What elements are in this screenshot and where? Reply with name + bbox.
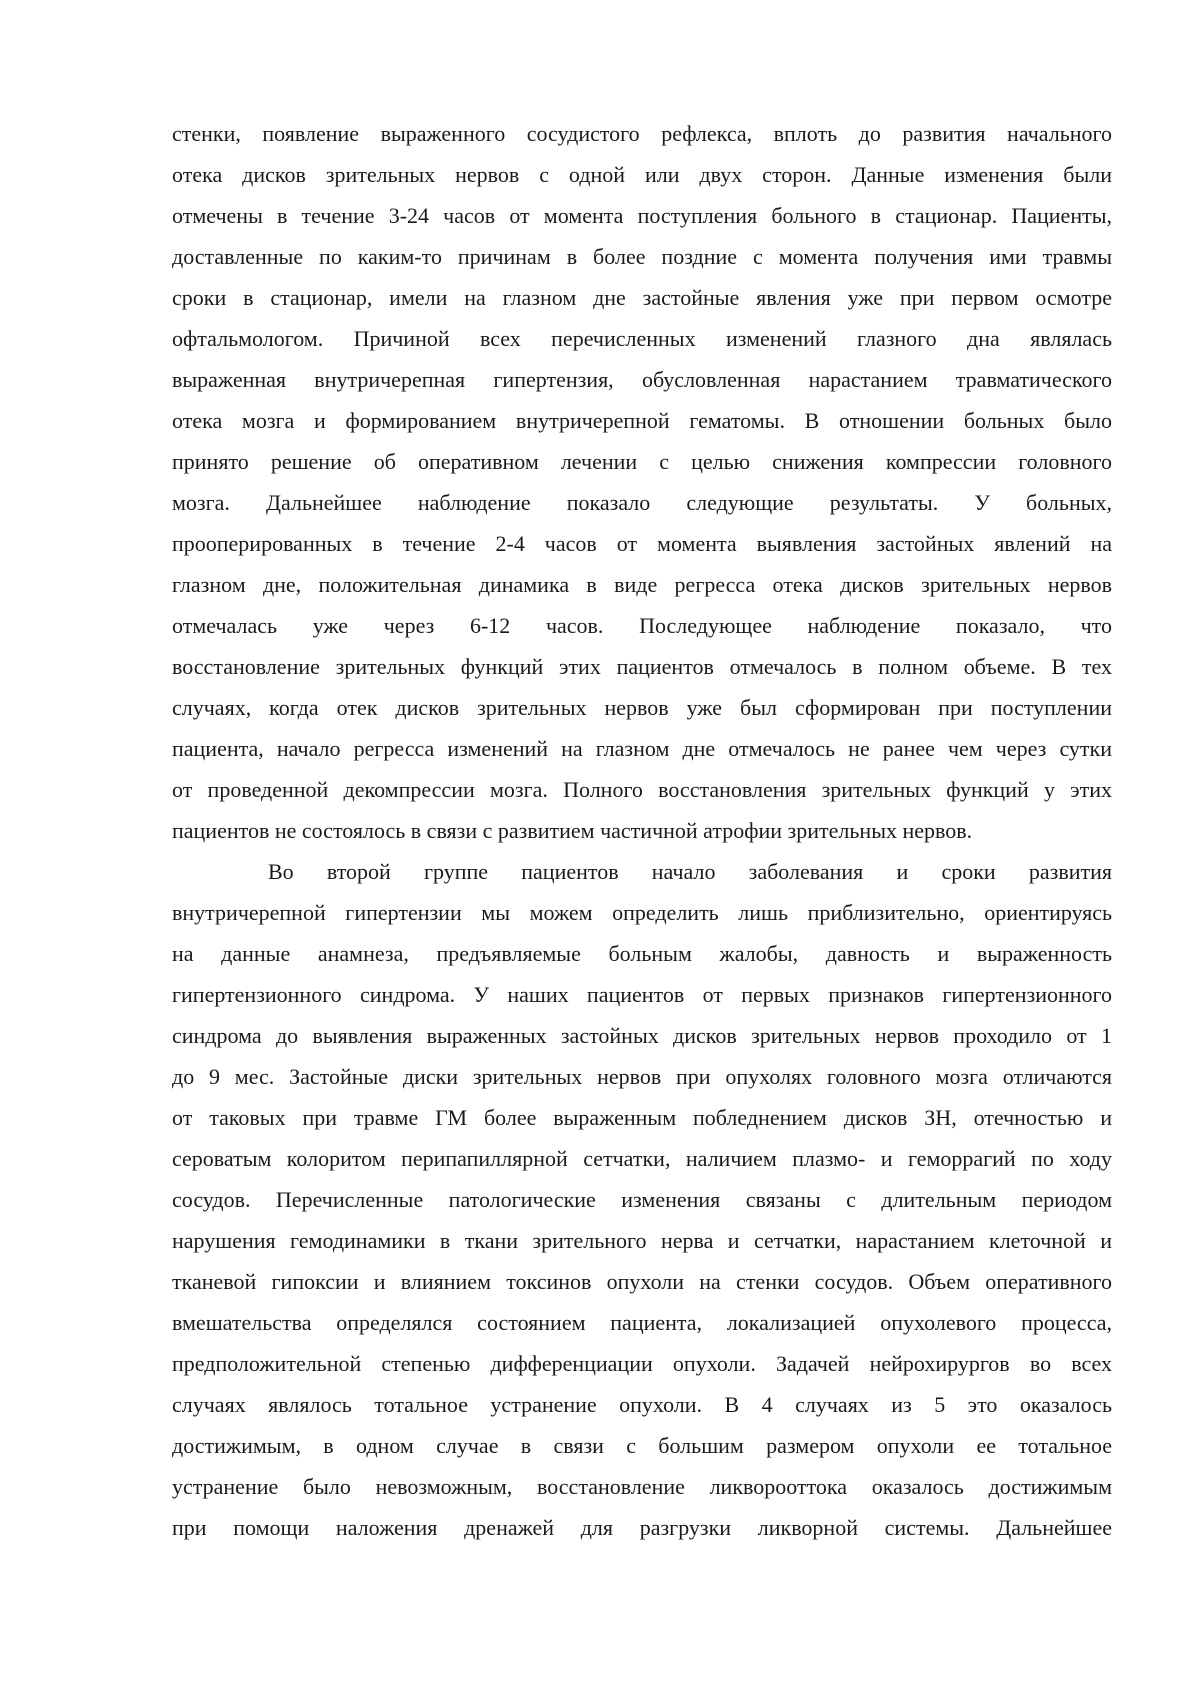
text-line: тканевой гипоксии и влиянием токсинов опухоли на стенки сосудов. Объем оперативного bbox=[172, 1269, 1112, 1294]
text-line: мозга. Дальнейшее наблюдение показало следующие результаты. У больных, bbox=[172, 490, 1112, 515]
text-line: восстановление зрительных функций этих пациентов отмечалось в полном объеме. В тех bbox=[172, 654, 1112, 679]
text-line: глазном дне, положительная динамика в виде регресса отека дисков зрительных нервов bbox=[172, 572, 1112, 597]
paragraph-start-line: Во второй группе пациентов начало заболевания и сроки развития bbox=[268, 859, 1112, 884]
text-line: внутричерепной гипертензии мы можем определить лишь приблизительно, ориентируясь bbox=[172, 900, 1112, 925]
text-line: прооперированных в течение 2-4 часов от момента выявления застойных явлений на bbox=[172, 531, 1112, 556]
text-line: отека дисков зрительных нервов с одной или двух сторон. Данные изменения были bbox=[172, 162, 1112, 187]
text-line: синдрома до выявления выраженных застойных дисков зрительных нервов проходило от 1 bbox=[172, 1023, 1112, 1048]
text-line: офтальмологом. Причиной всех перечисленных изменений глазного дна являлась bbox=[172, 326, 1112, 351]
paragraph-end-line: пациентов не состоялось в связи с развитием частичной атрофии зрительных нервов. bbox=[172, 818, 973, 843]
text-line: случаях, когда отек дисков зрительных нервов уже был сформирован при поступлении bbox=[172, 695, 1112, 720]
text-line: сроки в стационар, имели на глазном дне застойные явления уже при первом осмотре bbox=[172, 285, 1112, 310]
text-line: устранение было невозможным, восстановление ликворооттока оказалось достижимым bbox=[172, 1474, 1112, 1499]
text-line: принято решение об оперативном лечении с целью снижения компрессии головного bbox=[172, 449, 1112, 474]
text-line: достижимым, в одном случае в связи с большим размером опухоли ее тотальное bbox=[172, 1433, 1112, 1458]
text-line: доставленные по каким-то причинам в более поздние с момента получения ими травмы bbox=[172, 244, 1112, 269]
body-text bbox=[172, 113, 1112, 1548]
text-line: стенки, появление выраженного сосудистого рефлекса, вплоть до развития начального bbox=[172, 121, 1112, 146]
text-line: предположительной степенью дифференциации опухоли. Задачей нейрохирургов во всех bbox=[172, 1351, 1112, 1376]
text-line: на данные анамнеза, предъявляемые больным жалобы, давность и выраженность bbox=[172, 941, 1112, 966]
text-line: вмешательства определялся состоянием пациента, локализацией опухолевого процесса, bbox=[172, 1310, 1112, 1335]
text-line: от таковых при травме ГМ более выраженным побледнением дисков ЗН, отечностью и bbox=[172, 1105, 1112, 1130]
text-line: нарушения гемодинамики в ткани зрительного нерва и сетчатки, нарастанием клеточной и bbox=[172, 1228, 1112, 1253]
text-line: выраженная внутричерепная гипертензия, обусловленная нарастанием травматического bbox=[172, 367, 1112, 392]
text-line: случаях являлось тотальное устранение опухоли. В 4 случаях из 5 это оказалось bbox=[172, 1392, 1112, 1417]
text-line: до 9 мес. Застойные диски зрительных нервов при опухолях головного мозга отличаются bbox=[172, 1064, 1112, 1089]
text-line: сероватым колоритом перипапиллярной сетчатки, наличием плазмо- и геморрагий по ходу bbox=[172, 1146, 1112, 1171]
text-line: отека мозга и формированием внутричерепной гематомы. В отношении больных было bbox=[172, 408, 1112, 433]
text-line: при помощи наложения дренажей для разгрузки ликворной системы. Дальнейшее bbox=[172, 1515, 1112, 1540]
text-line: отмечалась уже через 6-12 часов. Последующее наблюдение показало, что bbox=[172, 613, 1112, 638]
text-line: пациента, начало регресса изменений на глазном дне отмечалось не ранее чем через сутки bbox=[172, 736, 1112, 761]
text-line: гипертензионного синдрома. У наших пациентов от первых признаков гипертензионного bbox=[172, 982, 1112, 1007]
text-line: от проведенной декомпрессии мозга. Полного восстановления зрительных функций у этих bbox=[172, 777, 1112, 802]
text-line: сосудов. Перечисленные патологические изменения связаны с длительным периодом bbox=[172, 1187, 1112, 1212]
text-line: отмечены в течение 3-24 часов от момента поступления больного в стационар. Пациенты, bbox=[172, 203, 1112, 228]
